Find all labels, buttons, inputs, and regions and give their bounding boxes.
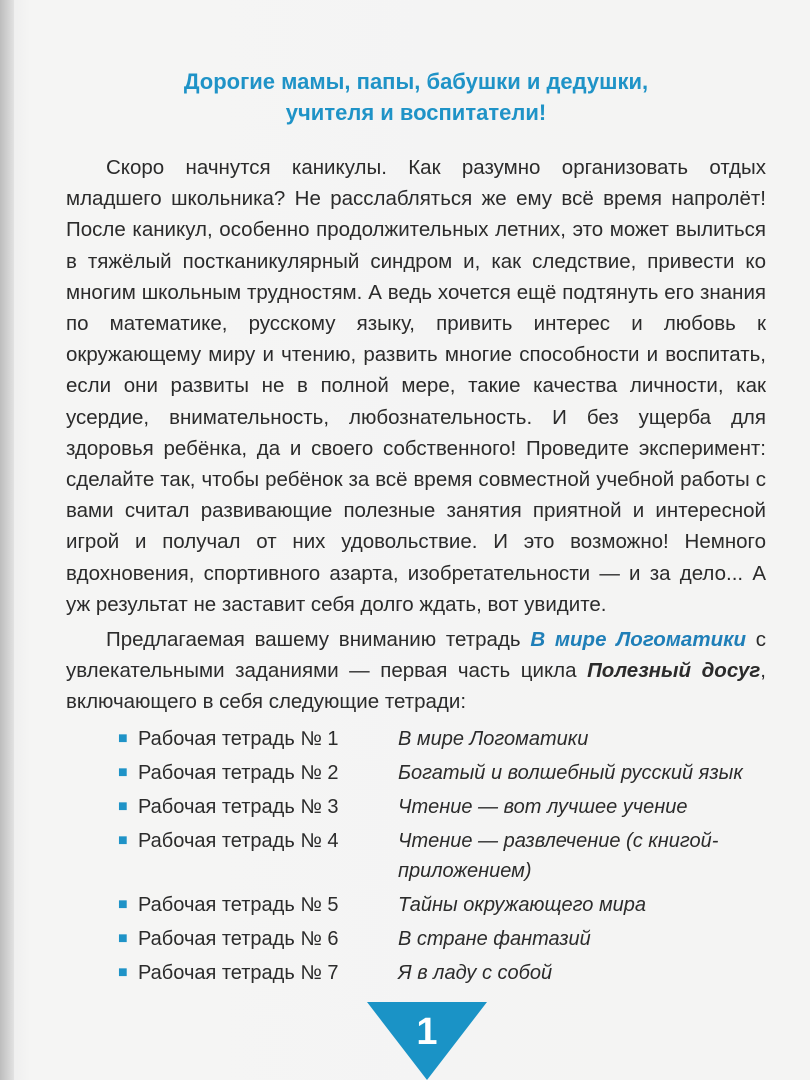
bullet-icon: ■ [118,729,128,747]
list-item [66,724,766,754]
bullet-icon: ■ [118,895,128,913]
intro-paragraph: Скоро начнутся каникулы. Как разумно организовать отдых младшего школьника? Не расслабляться же ему всё время напролёт! После каникул, особенно продолжительных летних, это может вылиться в тяжёлый постканикулярный синдром и, как следствие, привести ко многим школьным трудностям. А ведь хочется ещё подтянуть его знания по математике, русскому языку, привить интерес и любовь к окружающему миру и чтению, развить многие способности и воспитать, если они развиты не в полной мере, такие качества личности, как усердие, внимательность, любознательность. И без ущерба для здоровья ребёнка, да и своего собственного! Проведите эксперимент: сделайте так, чтобы ребёнок за всё время совместной учебной работы с вами считал развивающие полезные занятия приятной и интересной игрой и получал от них удовольствие. И это возможно! Немного вдохновения, спортивного азарта, изобретательности — и за дело... А уж результат не заставит себя долго ждать, вот увидите. [66,156,766,616]
bullet-icon: ■ [118,763,128,781]
workbook-label: Рабочая тетрадь № 3 [138,795,339,818]
workbook-label: Рабочая тетрадь № 6 [138,927,339,950]
page-number-triangle [367,1002,487,1080]
bullet-icon: ■ [118,929,128,947]
bullet-icon: ■ [118,963,128,981]
series-title: Полезный досуг [587,659,761,683]
workbook-title: Чтение — вот лучшее учение [398,795,688,818]
bullet-icon: ■ [118,831,128,849]
list-item [66,758,766,788]
workbook-title: В мире Логоматики [398,727,589,750]
workbook-paragraph [66,624,766,718]
page-heading [66,66,766,128]
bullet-icon: ■ [118,797,128,815]
page-number: 1 [416,1011,438,1053]
workbook-label: Рабочая тетрадь № 2 [138,761,339,784]
paragraph2-part1: Предлагаемая вашему вниманию тетрадь [106,628,531,652]
book-title: В мире Логоматики [530,628,746,652]
list-item [66,890,766,920]
heading-line-2: учителя и воспитатели! [285,100,547,125]
list-item [66,924,766,954]
page-spine [0,0,14,1080]
workbook-title: В стране фантазий [398,927,591,950]
workbook-title: Чтение — развлечение (с книгой-приложением) [398,829,719,882]
workbook-label: Рабочая тетрадь № 4 [138,829,339,852]
workbook-title: Я в ладу с собой [398,961,553,984]
workbook-label: Рабочая тетрадь № 7 [138,961,339,984]
paragraph2-part2: с увлекательными заданиями — первая часть цикла [66,628,766,683]
paragraph2-part3: , включающего в себя следующие тетради: [66,659,766,714]
page-content [66,66,766,992]
workbook-label: Рабочая тетрадь № 5 [138,893,339,916]
list-item [66,958,766,988]
list-item [66,792,766,822]
heading-line-1: Дорогие мамы, папы, бабушки и дедушки, [183,69,649,94]
list-item [66,826,766,886]
workbook-title: Богатый и волшебный русский язык [398,761,743,784]
workbook-list [66,724,766,988]
workbook-title: Тайны окружающего мира [398,893,647,916]
workbook-label: Рабочая тетрадь № 1 [138,727,339,750]
